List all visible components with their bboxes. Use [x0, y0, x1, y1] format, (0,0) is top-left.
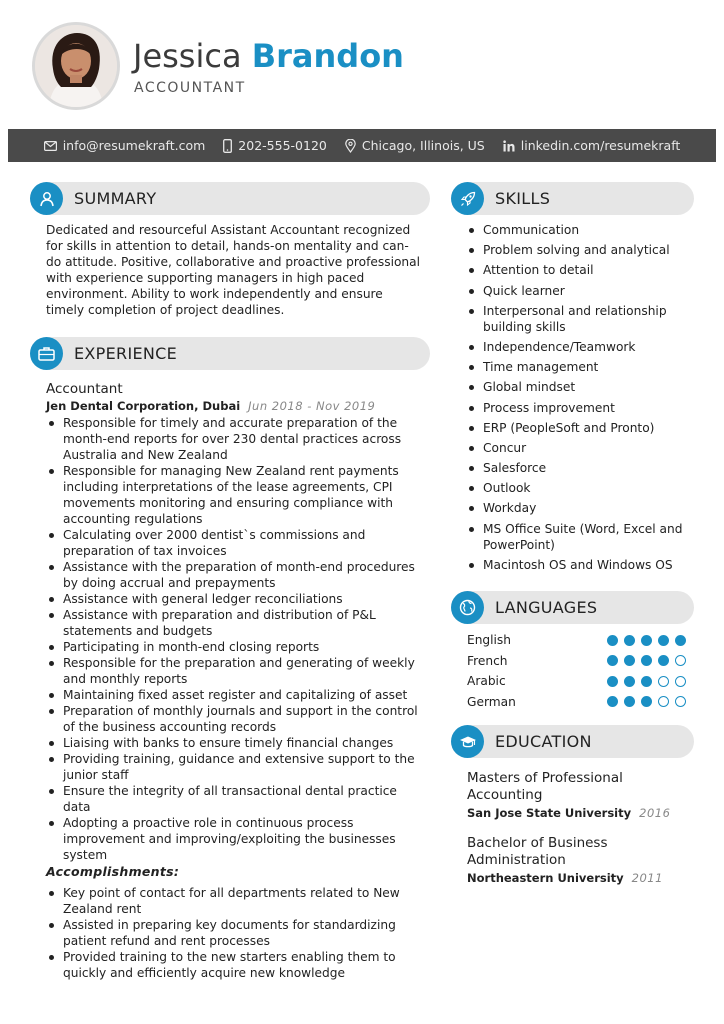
proficiency-dot-empty: [675, 655, 686, 666]
list-item: Preparation of monthly journals and support in the control of the business accounting records: [46, 703, 426, 735]
skill-item: Quick learner: [466, 283, 686, 299]
skills-title: SKILLS: [495, 189, 551, 208]
linkedin-text: linkedin.com/resumekraft: [520, 138, 681, 153]
location-pin-icon: [345, 139, 356, 153]
proficiency-dot-filled: [607, 676, 618, 687]
list-item: Ensure the integrity of all transactional dental practice data: [46, 783, 426, 815]
proficiency-dot-filled: [624, 696, 635, 707]
proficiency-dot-filled: [641, 696, 652, 707]
school-line: [467, 805, 687, 821]
skill-item: Interpersonal and relationship building skills: [466, 303, 686, 335]
location-text: Chicago, Illinois, US: [361, 138, 485, 153]
skill-item: MS Office Suite (Word, Excel and PowerPoint): [466, 521, 686, 553]
education-entry: [467, 835, 687, 886]
language-name: French: [467, 653, 508, 668]
languages-title: LANGUAGES: [495, 598, 598, 617]
language-name: German: [467, 694, 516, 709]
proficiency-dot-empty: [675, 676, 686, 687]
education-entry: [467, 770, 687, 821]
profile-photo: [32, 22, 120, 110]
proficiency-dot-filled: [624, 655, 635, 666]
list-item: Liaising with banks to ensure timely financial changes: [46, 735, 426, 751]
list-item: Key point of contact for all departments related to New Zealand rent: [46, 885, 426, 917]
proficiency-dots: [607, 635, 686, 646]
list-item: Participating in month-end closing reports: [46, 639, 426, 655]
list-item: Responsible for managing New Zealand rent payments including interpretations of the lease agreements, CPI movements monitoring and ensuring compliance with accounting regulations: [46, 463, 426, 527]
contact-email[interactable]: [44, 138, 206, 153]
accomplishments-heading: Accomplishments:: [46, 864, 180, 879]
degree-name: Masters of Professional Accounting: [467, 770, 623, 803]
experience-title: EXPERIENCE: [74, 344, 178, 363]
contact-phone[interactable]: [223, 138, 327, 153]
list-item: Assistance with the preparation of month-end procedures by doing accrual and prepayments: [46, 559, 426, 591]
skill-item: Workday: [466, 500, 686, 516]
full-name: [133, 36, 404, 76]
skill-item: Process improvement: [466, 400, 686, 416]
list-item: Assistance with general ledger reconciliations: [46, 591, 426, 607]
skills-heading: [451, 182, 694, 215]
list-item: Calculating over 2000 dentist`s commissions and preparation of tax invoices: [46, 527, 426, 559]
degree-name: Bachelor of Business Administration: [467, 835, 608, 868]
list-item: Maintaining fixed asset register and capitalizing of asset: [46, 687, 426, 703]
proficiency-dot-filled: [641, 676, 652, 687]
portrait-illustration: [35, 25, 117, 107]
experience-heading: [30, 337, 430, 370]
list-item: Adopting a proactive role in continuous process improvement and improving/exploiting the businesses system: [46, 815, 426, 863]
skills-icon-circle: [451, 182, 484, 215]
first-name: Jessica: [133, 37, 242, 75]
experience-entry: [46, 381, 426, 981]
skill-item: Attention to detail: [466, 262, 686, 278]
language-name: English: [467, 633, 512, 647]
list-item: Assistance with preparation and distribution of P&L statements and budgets: [46, 607, 426, 639]
accomplishments-list: [46, 885, 426, 981]
list-item: Provided training to the new starters enabling them to quickly and efficiently acquire new knowledge: [46, 949, 426, 981]
experience-icon-circle: [30, 337, 63, 370]
summary-heading: [30, 182, 430, 215]
proficiency-dot-empty: [658, 696, 669, 707]
proficiency-dot-filled: [607, 655, 618, 666]
last-name: Brandon: [251, 37, 404, 75]
languages-heading: [451, 591, 694, 624]
company-name: Jen Dental Corporation, Dubai: [46, 399, 241, 413]
language-row: [467, 651, 687, 671]
job-role: ACCOUNTANT: [134, 80, 246, 96]
list-item: Responsible for the preparation and generating of weekly and monthly reports: [46, 655, 426, 687]
proficiency-dot-filled: [624, 635, 635, 646]
skill-item: Communication: [466, 222, 686, 238]
summary-title: SUMMARY: [74, 189, 157, 208]
summary-text: Dedicated and resourceful Assistant Accountant recognized for skills in attention to detail, hands-on mentality and can-do attitude. Positive, collaborative and proactive professional with experience supporting managers in high paced environment. Ability to work independently and ensure timely completion of project deadlines.: [46, 223, 421, 317]
skill-item: Global mindset: [466, 379, 686, 395]
language-row: [467, 692, 687, 712]
contact-location: [345, 138, 485, 153]
rocket-icon: [460, 191, 476, 207]
phone-text: 202-555-0120: [238, 138, 327, 153]
proficiency-dots: [607, 676, 686, 687]
skill-item: Outlook: [466, 480, 686, 496]
proficiency-dot-empty: [658, 676, 669, 687]
graduation-year: 2016: [639, 806, 671, 820]
company-line: [46, 398, 426, 414]
graduation-cap-icon: [459, 735, 477, 749]
resume-header: [0, 0, 724, 128]
language-row: [467, 671, 687, 691]
education-title: EDUCATION: [495, 732, 592, 751]
email-text: info@resumekraft.com: [62, 138, 206, 153]
skill-item: Concur: [466, 440, 686, 456]
proficiency-dots: [607, 655, 686, 666]
skills-list: [466, 222, 686, 577]
list-item: Responsible for timely and accurate preparation of the month-end reports for over 230 dental practices across Australia and New Zealand: [46, 415, 426, 463]
education-icon-circle: [451, 725, 484, 758]
school-name: San Jose State University: [467, 806, 632, 820]
languages-icon-circle: [451, 591, 484, 624]
proficiency-dot-empty: [675, 696, 686, 707]
list-item: Assisted in preparing key documents for standardizing patient refund and rent processes: [46, 917, 426, 949]
language-name: Arabic: [467, 674, 506, 688]
school-name: Northeastern University: [467, 871, 624, 885]
globe-icon: [459, 599, 476, 616]
proficiency-dot-filled: [607, 696, 618, 707]
proficiency-dot-filled: [641, 635, 652, 646]
skill-item: Salesforce: [466, 460, 686, 476]
contact-linkedin[interactable]: [503, 138, 681, 153]
duties-list: [46, 415, 426, 863]
language-row: [467, 630, 687, 650]
summary-icon-circle: [30, 182, 63, 215]
proficiency-dot-filled: [675, 635, 686, 646]
proficiency-dots: [607, 696, 686, 707]
skill-item: Time management: [466, 359, 686, 375]
proficiency-dot-filled: [658, 655, 669, 666]
briefcase-icon: [38, 346, 55, 361]
contact-bar: [8, 129, 716, 162]
skill-item: Independence/Teamwork: [466, 339, 686, 355]
phone-icon: [223, 139, 232, 153]
linkedin-icon: [503, 140, 515, 152]
list-item: Providing training, guidance and extensive support to the junior staff: [46, 751, 426, 783]
proficiency-dot-filled: [607, 635, 618, 646]
proficiency-dot-filled: [641, 655, 652, 666]
proficiency-dot-filled: [624, 676, 635, 687]
skill-item: ERP (PeopleSoft and Pronto): [466, 420, 686, 436]
proficiency-dot-filled: [658, 635, 669, 646]
education-heading: [451, 725, 694, 758]
user-icon: [39, 191, 55, 207]
job-dates: Jun 2018 - Nov 2019: [248, 399, 376, 413]
job-title: Accountant: [46, 381, 123, 397]
graduation-year: 2011: [631, 871, 663, 885]
school-line: [467, 870, 687, 886]
skill-item: Macintosh OS and Windows OS: [466, 557, 686, 573]
skill-item: Problem solving and analytical: [466, 242, 686, 258]
email-icon: [44, 141, 57, 151]
